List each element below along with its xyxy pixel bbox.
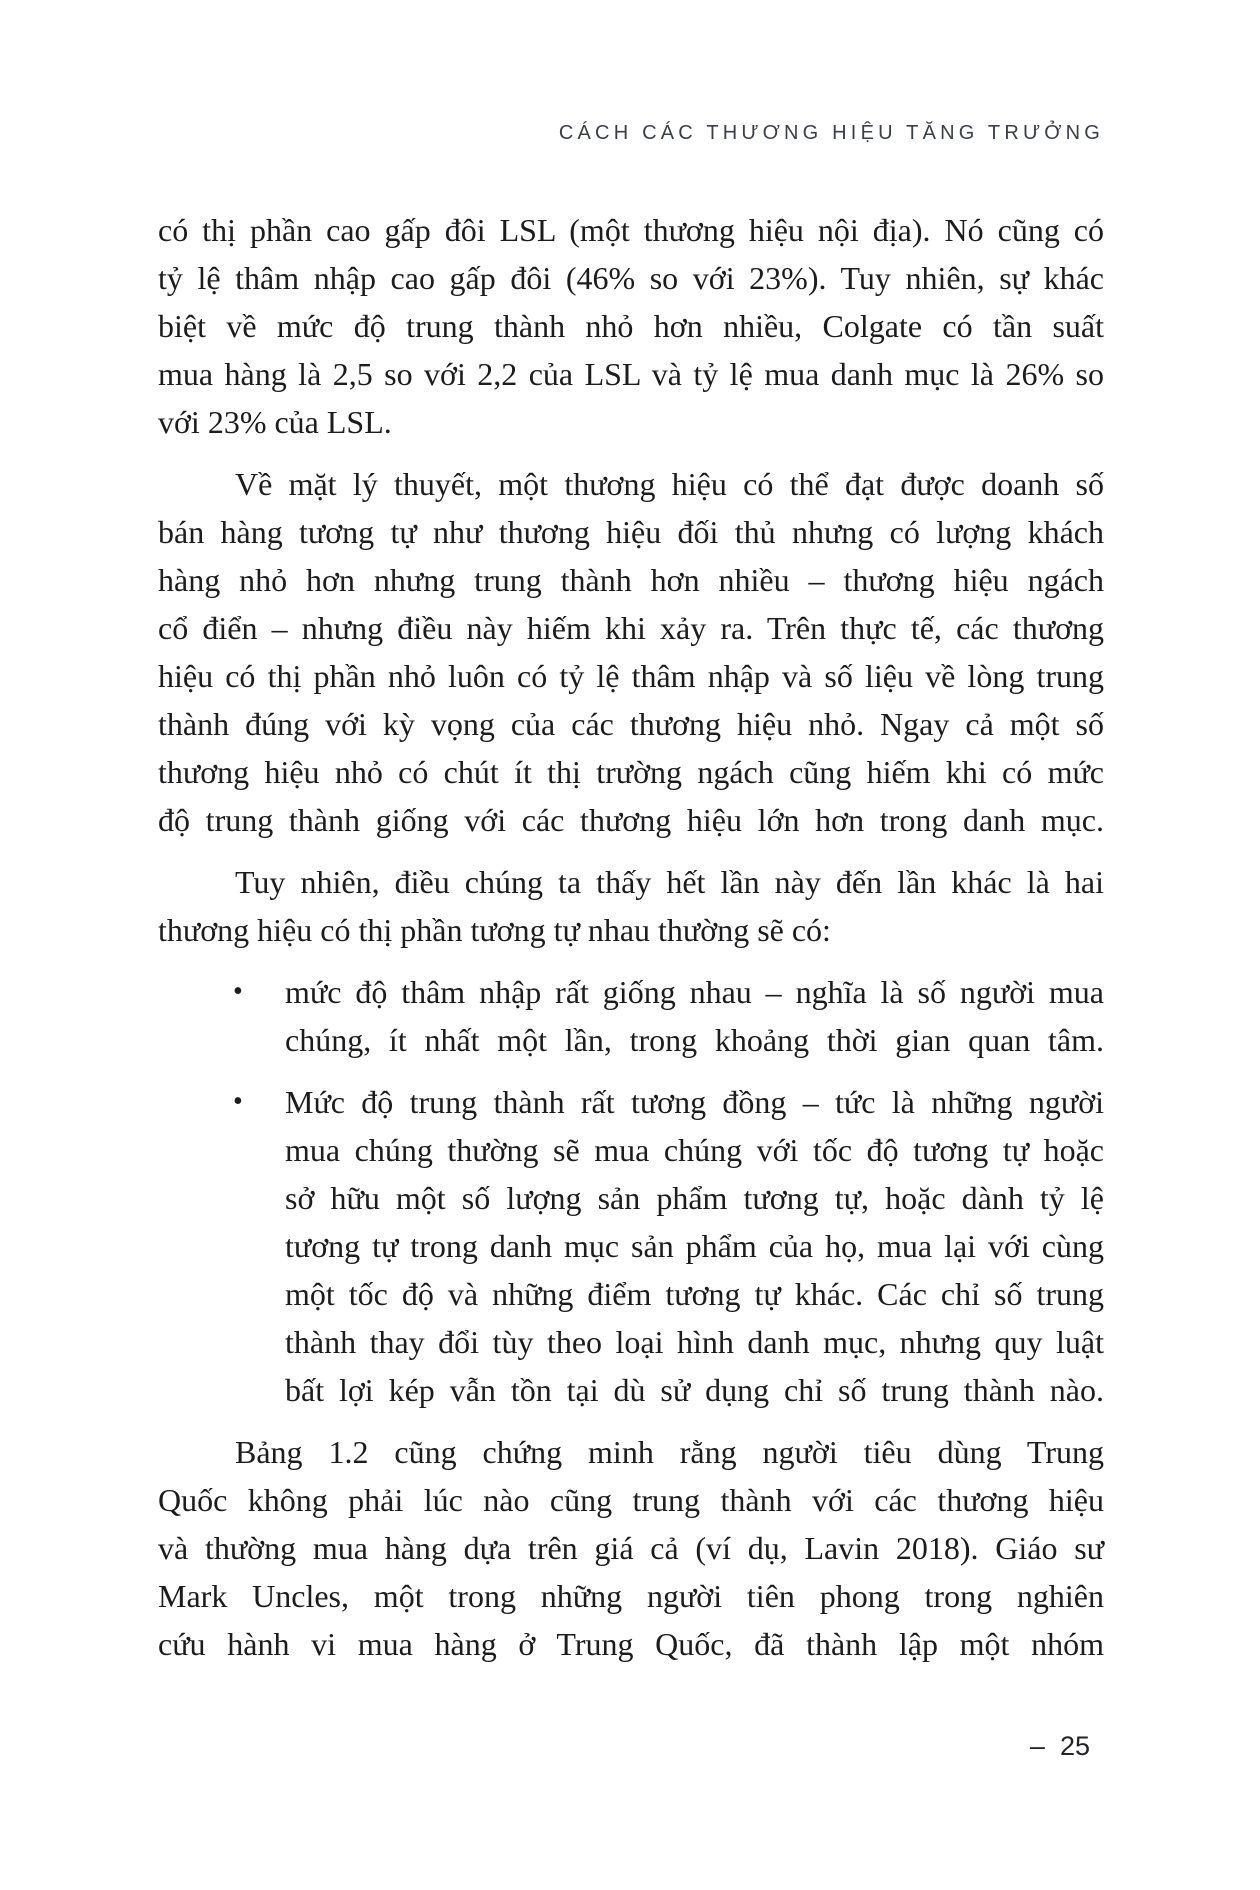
text-line: Về mặt lý thuyết, một thương hiệu có thể đạt được doanh số (235, 466, 1104, 502)
page-body (158, 206, 1104, 1668)
text-line: bất lợi kép vẫn tồn tại dù sử dụng chỉ số trung thành nào. (285, 1372, 1104, 1408)
text-line: một tốc độ và những điểm tương tự khác. Các chỉ số trung (285, 1276, 1104, 1312)
text-line: bán hàng tương tự như thương hiệu đối thủ nhưng có lượng khách (158, 514, 1104, 550)
text-line: tương tự trong danh mục sản phẩm của họ, mua lại với cùng (285, 1228, 1104, 1264)
text-line: thương hiệu có thị phần tương tự nhau thường sẽ có: (158, 912, 831, 948)
text-line: hàng nhỏ hơn nhưng trung thành hơn nhiều – thương hiệu ngách (158, 562, 1104, 598)
page-number-value: 25 (1059, 1731, 1090, 1761)
text-line: mức độ thâm nhập rất giống nhau – nghĩa là số người mua (285, 974, 1104, 1010)
bullet-item (233, 968, 1104, 1064)
text-line: có thị phần cao gấp đôi LSL (một thương hiệu nội địa). Nó cũng có (158, 212, 1104, 248)
text-line: với 23% của LSL. (158, 404, 392, 440)
page-number-dash-icon: – (1029, 1731, 1045, 1761)
bullet-item (233, 1078, 1104, 1414)
text-line: Tuy nhiên, điều chúng ta thấy hết lần này đến lần khác là hai (235, 864, 1104, 900)
text-line: cứu hành vi mua hàng ở Trung Quốc, đã thành lập một nhóm (158, 1626, 1104, 1662)
bullet-icon: • (233, 1086, 243, 1117)
text-line: cổ điển – nhưng điều này hiếm khi xảy ra. Trên thực tế, các thương (158, 610, 1104, 646)
text-line: chúng, ít nhất một lần, trong khoảng thời gian quan tâm. (285, 1022, 1104, 1058)
text-line: mua hàng là 2,5 so với 2,2 của LSL và tỷ lệ mua danh mục là 26% so (158, 356, 1104, 392)
text-line: hiệu có thị phần nhỏ luôn có tỷ lệ thâm nhập và số liệu về lòng trung (158, 658, 1104, 694)
text-line: sở hữu một số lượng sản phẩm tương tự, hoặc dành tỷ lệ (285, 1180, 1104, 1216)
paragraph (158, 460, 1104, 844)
bullet-icon: • (233, 976, 243, 1007)
running-header: CÁCH CÁC THƯƠNG HIỆU TĂNG TRƯỞNG (558, 122, 1104, 144)
text-line: thương hiệu nhỏ có chút ít thị trường ngách cũng hiếm khi có mức (158, 754, 1104, 790)
text-line: tỷ lệ thâm nhập cao gấp đôi (46% so với 23%). Tuy nhiên, sự khác (158, 260, 1104, 296)
text-line: thành thay đổi tùy theo loại hình danh mục, nhưng quy luật (285, 1324, 1104, 1360)
page-number (1030, 1730, 1090, 1762)
text-line: và thường mua hàng dựa trên giá cả (ví dụ, Lavin 2018). Giáo sư (158, 1530, 1104, 1566)
text-line: thành đúng với kỳ vọng của các thương hiệu nhỏ. Ngay cả một số (158, 706, 1104, 742)
text-line: Mark Uncles, một trong những người tiên phong trong nghiên (158, 1578, 1104, 1614)
paragraph (158, 1428, 1104, 1668)
text-line: Bảng 1.2 cũng chứng minh rằng người tiêu dùng Trung (235, 1434, 1104, 1470)
text-line: độ trung thành giống với các thương hiệu lớn hơn trong danh mục. (158, 802, 1104, 838)
paragraph (158, 206, 1104, 446)
text-line: Quốc không phải lúc nào cũng trung thành với các thương hiệu (158, 1482, 1104, 1518)
text-line: mua chúng thường sẽ mua chúng với tốc độ tương tự hoặc (285, 1132, 1104, 1168)
text-line: biệt về mức độ trung thành nhỏ hơn nhiều, Colgate có tần suất (158, 308, 1104, 344)
paragraph (158, 858, 1104, 954)
text-line: Mức độ trung thành rất tương đồng – tức là những người (285, 1084, 1104, 1120)
